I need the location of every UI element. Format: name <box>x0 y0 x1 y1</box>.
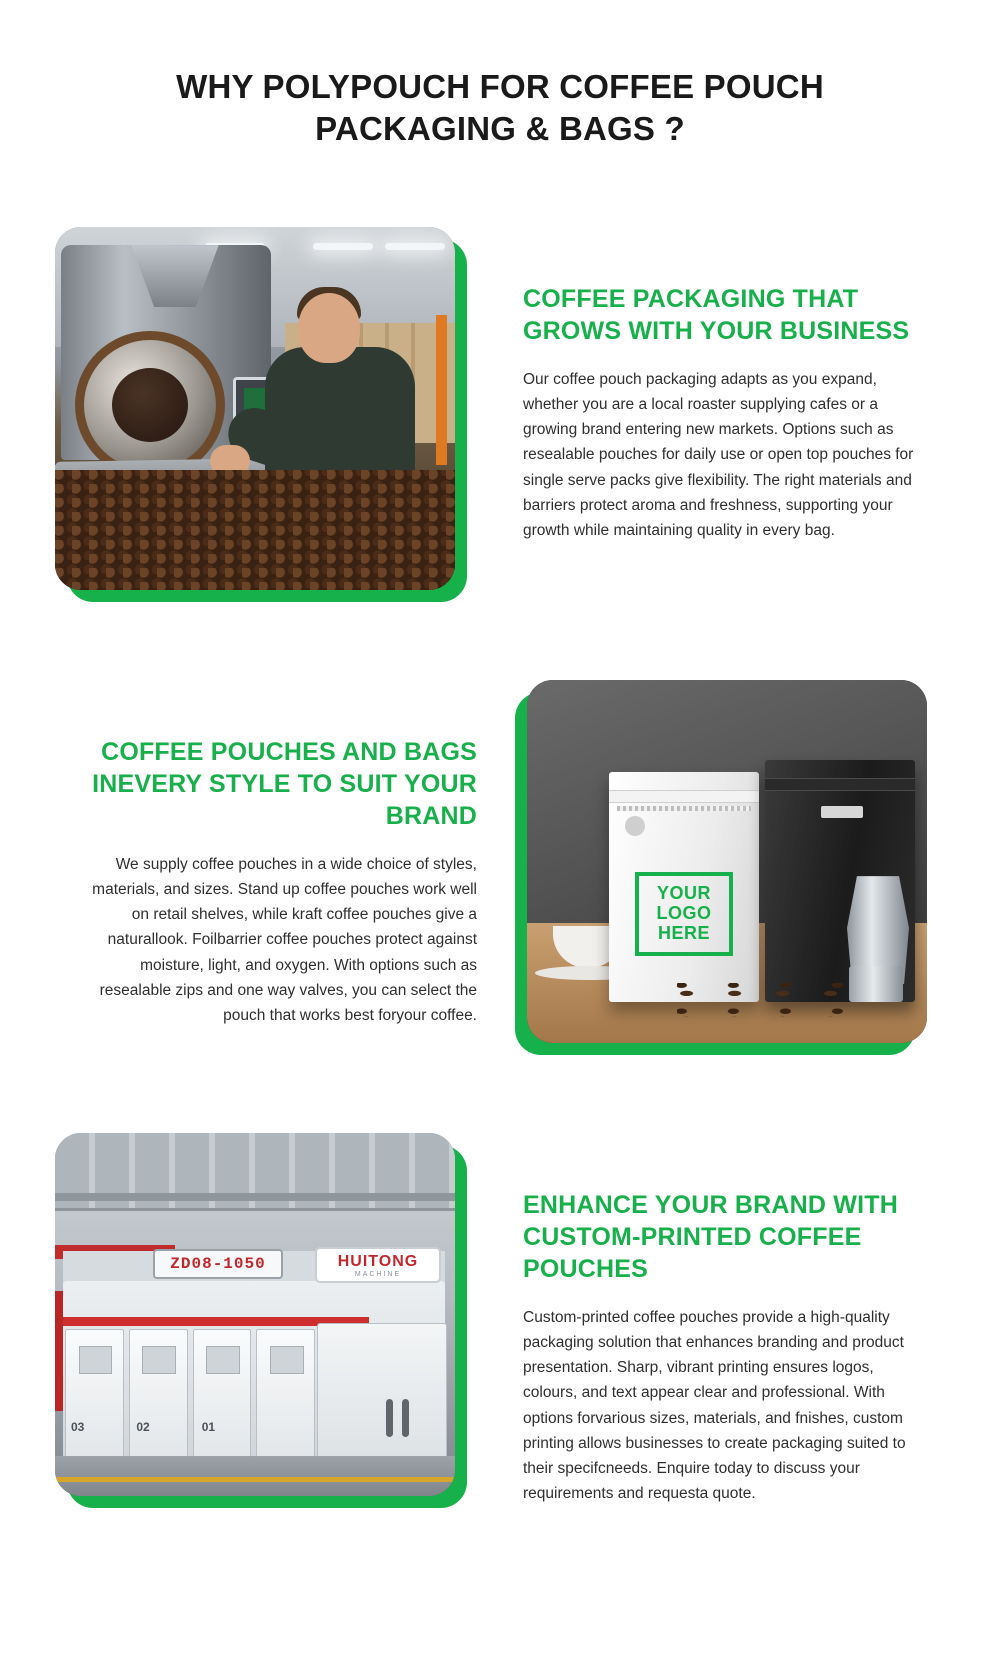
machine-model-plate <box>153 1249 283 1279</box>
logo-line-1: YOUR <box>656 883 711 904</box>
factory-floor <box>55 1456 455 1496</box>
section-coffee-packaging-growth <box>0 227 1000 602</box>
pouch-zipper <box>617 806 751 811</box>
section-3-body: Custom-printed coffee pouches provide a high-quality packaging solution that enhances branding and product presentation. Sharp, vibrant printing ensures logos, colours, and text appear clear and professional. With options forvarious sizes, materials, and fnishes, custom printing allows businesses to create packaging suited to their specifcneeds. Enquire today to discuss your requirements and requesta quote. <box>523 1309 906 1502</box>
unit-number-labels <box>71 1420 215 1434</box>
page-title: WHY POLYPOUCH FOR COFFEE POUCH PACKAGING & BAGS ? <box>176 68 824 147</box>
pouch-mockup-photo <box>527 680 927 1043</box>
roastery-photo <box>55 227 455 590</box>
machine-brand-name: HUITONG <box>337 1252 419 1270</box>
cabinet-handle <box>386 1399 393 1437</box>
section-1-media <box>55 227 485 602</box>
logo-line-3: HERE <box>657 923 710 944</box>
roaster-worker-head <box>298 293 360 363</box>
ceiling-light-icon <box>385 243 445 250</box>
roof-truss <box>55 1193 455 1201</box>
photo-frame-pouches <box>515 680 927 1055</box>
section-1-text <box>485 227 945 543</box>
machine-brand-subtitle: MACHINE <box>354 1270 402 1278</box>
shelf-post <box>436 315 447 465</box>
ceiling-light-icon <box>313 243 373 250</box>
unit-number: 01 <box>201 1420 216 1435</box>
section-3-media <box>55 1133 485 1508</box>
section-coffee-pouch-styles <box>0 680 1000 1055</box>
scattered-coffee-beans <box>677 983 867 1017</box>
printing-press-photo <box>55 1133 455 1496</box>
section-1-body: Our coffee pouch packaging adapts as you expand, whether you are a local roaster supplying cafes or a growing brand entering new markets. Options such as resealable pouches for daily use or open top pouches for single serve packs give flexibility. The right materials and barriers protect aroma and freshness, supporting your growth while maintaining quality in every bag. <box>523 371 914 539</box>
logo-line-2: LOGO <box>656 903 712 924</box>
section-custom-printed-pouches <box>0 1133 1000 1508</box>
unit-number: 03 <box>71 1420 85 1435</box>
pouch-mockup-illustration <box>527 680 927 1043</box>
floor-safety-line <box>55 1477 455 1482</box>
white-coffee-pouch <box>609 772 759 1002</box>
printing-press-illustration <box>55 1133 455 1496</box>
pouch-top-seam <box>609 790 759 803</box>
coffee-beans-foreground <box>55 470 455 590</box>
unit-number: 02 <box>136 1420 150 1435</box>
section-2-media <box>515 680 945 1055</box>
pouch-label <box>821 806 863 818</box>
section-2-text <box>55 680 515 1028</box>
machine-brand-plate <box>315 1247 441 1283</box>
section-3-text <box>485 1133 945 1506</box>
section-1-heading: COFFEE PACKAGING THAT GROWS WITH YOUR BUSINESS <box>523 285 910 346</box>
cabinet-handle <box>402 1399 409 1437</box>
roaster-hopper <box>123 245 227 307</box>
machine-model-code: ZD08-1050 <box>170 1255 266 1274</box>
logo-placeholder <box>635 872 733 956</box>
section-3-heading: ENHANCE YOUR BRAND WITH CUSTOM-PRINTED COFFEE POUCHES <box>523 1191 898 1284</box>
photo-frame-roastery <box>55 227 467 602</box>
roastery-illustration <box>55 227 455 590</box>
roaster-drum <box>75 331 225 479</box>
one-way-valve-icon <box>625 816 645 836</box>
photo-frame-press <box>55 1133 467 1508</box>
section-2-heading: COFFEE POUCHES AND BAGS INEVERY STYLE TO SUIT YOUR BRAND <box>92 738 477 831</box>
pouch-top-seam <box>765 778 915 791</box>
section-2-body: We supply coffee pouches in a wide choice of styles, materials, and sizes. Stand up coffee pouches work well on retail shelves, while kraft coffee pouches give a naturallook. Foilbarrier coffee pouches protect against moisture, light, and oxygen. With options such as resealable zips and one way valves, you can select the pouch that works best foryour coffee. <box>92 856 477 1024</box>
